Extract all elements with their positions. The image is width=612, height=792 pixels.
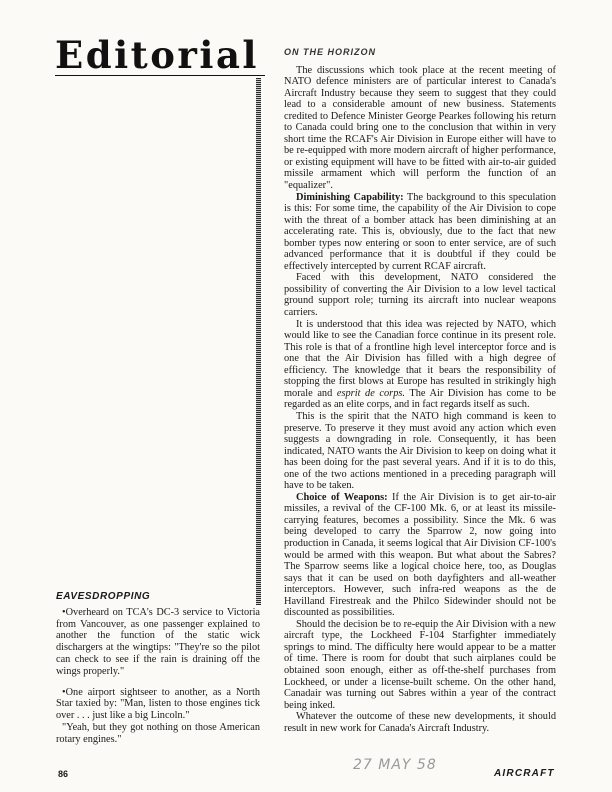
horizon-paragraph-3: Faced with this development, NATO considered the possibility of converting the Air Division to a low level tactical ground support role; turning its aircraft into nuclear weapons carriers. [284, 272, 556, 319]
esprit-de-corps: esprit de corps. [336, 387, 405, 399]
horizon-paragraph-4-end: The Air Division has come to be regarded as an elite corps, and in fact regards itself as such. [284, 387, 556, 411]
handwritten-date: 27 MAY 58 [353, 757, 437, 773]
horizon-paragraph-5: This is the spirit that the NATO high command is keen to preserve. To preserve it they must avoid any action which even suggests a downgrading in role. Consequently, it has been indicated, NATO wants the Air Division to keep on doing what it has been doing for the past several years. And if it is to do this, one of the two actions mentioned in a preceding paragraph will have to be taken. [284, 410, 556, 492]
horizon-paragraph-8: Whatever the outcome of these new developments, it should result in new work for Canada's Aircraft Industry. [284, 711, 556, 734]
magazine-name: AIRCRAFT [494, 768, 555, 779]
runin-choice-of-weapons: Choice of Weapons: [296, 491, 388, 503]
horizon-paragraph-1: The discussions which took place at the recent meeting of NATO defence ministers are of particular interest to Canada's Aircraft Industry because they seem to suggest that they could lead to a considerable amount of new business. Statements credited to Defence Minister George Pearkes following his return to Canada could bring one to the conclusion that within in very short time the RCAF's Air Division in Europe either will have to be re-equipped with more modern aircraft of higher performance, or existing equipment will have to be fitted with air-to-air guided missile armament which will perform the function of an "equalizer". [284, 64, 556, 192]
horizon-paragraph-2 [284, 192, 556, 273]
eavesdropping-paragraph-1: •Overheard on TCA's DC-3 service to Victoria from Vancouver, as one passenger explained to another the function of the static wick dischargers at the wingtips: "They're so the pilot can check to see if the rain is draining off the wings properly." [56, 606, 260, 677]
eavesdropping-paragraph-2: •One airport sightseer to another, as a North Star taxied by: "Man, listen to those engines tick over . . . just like a big Lincoln." [56, 686, 260, 722]
horizon-paragraph-4 [284, 319, 556, 411]
horizon-paragraph-7: Should the decision be to re-equip the Air Division with a new aircraft type, the Lockheed F-104 Starfighter immediately springs to mind. The difficulty here would appear to be a matter of time. There is room for doubt that such airplanes could be obtained soon enough, either as off-the-shelf purchases from Lockheed, or under a license-built scheme. On the other hand, Canadair was turning out Sabres within a year of the contract being inked. [284, 618, 556, 711]
page-number: 86 [58, 769, 69, 779]
masthead-title: Editorial [55, 35, 265, 76]
horizon-kicker: ON THE HORIZON [284, 47, 376, 57]
horizon-column [284, 47, 556, 734]
horizon-paragraph-4-body: It is understood that this idea was rejected by NATO, which would like to see the Canadian force continue in its present role. This role is that of a frontline high level interceptor force and is one that the Air Division has filled with a high degree of efficiency. The knowledge that it bears the responsibility of stopping the first blows at Europe has resulted in strikingly high morale and [284, 318, 556, 399]
runin-diminishing-capability: Diminishing Capability: [296, 191, 404, 203]
horizon-paragraph-2-body: The background to this speculation is this: For some time, the capability of the Air Division to cope with the threat of a bomber attack has been diminishing at an accelerating rate. This is, obviously, due to the fact that new bomber types now entering or soon to enter service, are of such advanced performance that it is doubtful if they could be effectively intercepted by current RCAF aircraft. [284, 191, 556, 272]
eavesdropping-paragraph-3: "Yeah, but they got nothing on those American rotary engines." [56, 721, 260, 745]
eavesdropping-heading: EAVESDROPPING [56, 591, 151, 602]
eavesdropping-column [56, 591, 260, 746]
decorative-rule [256, 78, 261, 605]
horizon-paragraph-6 [284, 492, 556, 619]
horizon-paragraph-6-body: If the Air Division is to get air-to-air missiles, a revival of the CF-100 Mk. 6, or at least its missile-carrying features, becomes a possibility. Since the Mk. 6 was being developed to carry the Sparrow 2, now going into production in Canada, it seems logical that Air Division CF-100's would be armed with this weapon. But what about the Sabres? The Sparrow seems like a logical choice here, too, as Douglas says that it can be used on both dayfighters and all-weather interceptors. However, such infra-red weapons as the de Havilland Firestreak and the Philco Sidewinder should not be discounted as possibilities. [284, 491, 556, 619]
